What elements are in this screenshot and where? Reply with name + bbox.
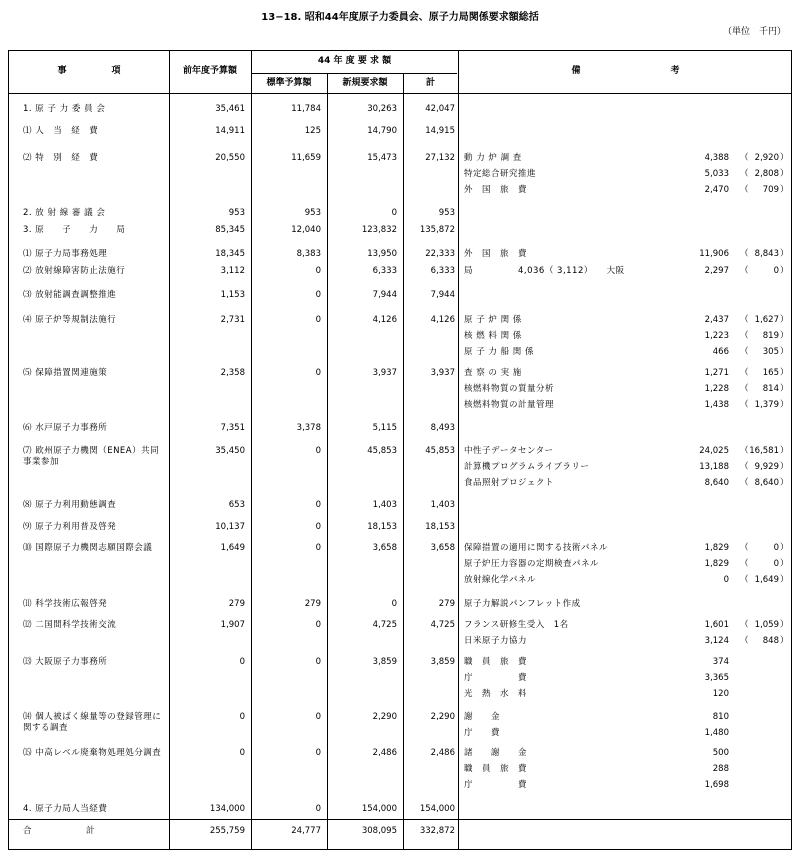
remark-paren-open: （ <box>740 575 749 585</box>
std-budget-value: 11,784 <box>291 104 321 114</box>
total-value: 45,853 <box>425 446 455 456</box>
std-budget-value: 0 <box>315 290 321 300</box>
new-request-value: 18,153 <box>367 522 397 532</box>
prev-budget-value: 653 <box>228 500 245 510</box>
row-divider <box>9 819 791 820</box>
std-budget-value: 953 <box>304 208 321 218</box>
std-budget-value: 24,777 <box>291 826 321 836</box>
prev-budget-value: 0 <box>239 657 245 667</box>
total-value: 953 <box>438 208 455 218</box>
header-std: 標準予算額 <box>266 78 312 88</box>
remark-paren-close: ） <box>780 185 789 195</box>
total-value: 4,126 <box>430 315 455 325</box>
remark-prev-value: 848 <box>762 636 779 646</box>
remark-text: 食品照射プロジェクト <box>464 478 554 488</box>
remark-value: 13,188 <box>699 462 729 472</box>
remark-value: 1,480 <box>704 728 729 738</box>
remark-text: 職 員 旅 費 <box>464 657 528 667</box>
remark-value: 2,470 <box>704 185 729 195</box>
col-divider <box>458 51 459 849</box>
remark-paren-close: ） <box>780 543 789 553</box>
row-label: 3. 原 子 力 局 <box>23 225 126 235</box>
remark-prev-value: 0 <box>773 266 779 276</box>
remark-value: 0 <box>723 575 729 585</box>
row-label: ⑴ 原子力局事務処理 <box>23 249 108 259</box>
remark-value: 374 <box>712 657 729 667</box>
total-value: 2,290 <box>430 712 455 722</box>
remark-prev-value: 9,929 <box>754 462 779 472</box>
remark-paren-close: ） <box>780 620 789 630</box>
remark-paren-close: ） <box>780 331 789 341</box>
remark-text: 核 燃 料 関 係 <box>464 331 522 341</box>
remark-text: 諸 謝 金 <box>464 748 528 758</box>
remark-prev-value: 0 <box>773 559 779 569</box>
remark-value: 810 <box>712 712 729 722</box>
std-budget-value: 279 <box>304 599 321 609</box>
new-request-value: 30,263 <box>367 104 397 114</box>
remark-text: 中性子データセンター <box>464 446 554 456</box>
remark-paren-open: （ <box>740 620 749 630</box>
remark-value: 1,228 <box>704 384 729 394</box>
remark-text: 放射線化学パネル <box>464 575 537 585</box>
prev-budget-value: 18,345 <box>215 249 245 259</box>
remark-text: フランス研修生受入 1名 <box>464 620 569 630</box>
new-request-value: 0 <box>391 208 397 218</box>
remark-text: 外 国 旅 費 <box>464 249 528 259</box>
remark-paren-open: （ <box>740 400 749 410</box>
total-value: 2,486 <box>430 748 455 758</box>
std-budget-value: 0 <box>315 712 321 722</box>
new-request-value: 13,950 <box>367 249 397 259</box>
header-subdivider <box>251 73 457 74</box>
remark-text: 謝 金 <box>464 712 501 722</box>
remark-text: 光 熱 水 料 <box>464 689 528 699</box>
new-request-value: 15,473 <box>367 153 397 163</box>
row-label: ⑽ 国際原子力機関志願国際会議 <box>23 543 153 553</box>
row-label: ⑾ 科学技術広報啓発 <box>23 599 108 609</box>
remark-text: 計算機プログラムライブラリー <box>464 462 590 472</box>
prev-budget-value: 1,649 <box>220 543 245 553</box>
prev-budget-value: 35,450 <box>215 446 245 456</box>
std-budget-value: 0 <box>315 543 321 553</box>
row-label: 1. 原 子 力 委 員 会 <box>23 104 106 114</box>
remark-text: 庁 費 <box>464 728 501 738</box>
prev-budget-value: 0 <box>239 712 245 722</box>
remark-value: 466 <box>712 347 729 357</box>
budget-table <box>8 50 792 850</box>
total-value: 4,725 <box>430 620 455 630</box>
remark-paren-close: ） <box>780 559 789 569</box>
remark-prev-value: 8,843 <box>754 249 779 259</box>
remark-paren-close: ） <box>780 249 789 259</box>
remark-paren-open: （ <box>740 384 749 394</box>
remark-text: 庁 費 <box>464 673 528 683</box>
remark-value: 1,601 <box>704 620 729 630</box>
new-request-value: 154,000 <box>361 804 397 814</box>
new-request-value: 4,725 <box>372 620 397 630</box>
remark-paren-close: ） <box>780 347 789 357</box>
new-request-value: 45,853 <box>367 446 397 456</box>
std-budget-value: 0 <box>315 804 321 814</box>
std-budget-value: 0 <box>315 368 321 378</box>
new-request-value: 3,859 <box>372 657 397 667</box>
std-budget-value: 12,040 <box>291 225 321 235</box>
header-remarks: 備 考 <box>571 66 680 76</box>
prev-budget-value: 3,112 <box>220 266 245 276</box>
row-label: ⑿ 二国間科学技術交流 <box>23 620 117 630</box>
total-value: 6,333 <box>430 266 455 276</box>
remark-paren-close: ） <box>780 462 789 472</box>
std-budget-value: 0 <box>315 748 321 758</box>
new-request-value: 0 <box>391 599 397 609</box>
prev-budget-value: 20,550 <box>215 153 245 163</box>
new-request-value: 3,937 <box>372 368 397 378</box>
remark-paren-open: （ <box>740 462 749 472</box>
total-value: 135,872 <box>419 225 455 235</box>
row-label: 2. 放 射 線 審 議 会 <box>23 208 106 218</box>
remark-paren-open: （ <box>740 153 749 163</box>
prev-budget-value: 1,153 <box>220 290 245 300</box>
std-budget-value: 11,659 <box>291 153 321 163</box>
remark-prev-value: 2,808 <box>754 169 779 179</box>
remark-paren-open: （ <box>740 478 749 488</box>
remark-paren-open: （ <box>740 266 749 276</box>
row-label: ⑹ 水戸原子力事務所 <box>23 423 108 433</box>
remark-text: 核燃料物質の計量管理 <box>464 400 555 410</box>
remark-text: 局 4,036（ 3,112） 大阪 <box>464 266 625 276</box>
total-value: 42,047 <box>425 104 455 114</box>
total-value: 3,859 <box>430 657 455 667</box>
remark-prev-value: 1,627 <box>754 315 779 325</box>
remark-paren-close: ） <box>780 169 789 179</box>
remark-prev-value: 0 <box>773 543 779 553</box>
remark-value: 5,033 <box>704 169 729 179</box>
new-request-value: 123,832 <box>361 225 397 235</box>
header-item: 事 項 <box>57 66 121 76</box>
remark-value: 1,223 <box>704 331 729 341</box>
remark-prev-value: 814 <box>762 384 779 394</box>
total-value: 8,493 <box>430 423 455 433</box>
remark-prev-value: 819 <box>762 331 779 341</box>
new-request-value: 6,333 <box>372 266 397 276</box>
remark-paren-open: （ <box>740 249 749 259</box>
remark-text: 外 国 旅 費 <box>464 185 528 195</box>
remark-text: 原子力解説パンフレット作成 <box>464 599 581 609</box>
std-budget-value: 8,383 <box>296 249 321 259</box>
prev-budget-value: 1,907 <box>220 620 245 630</box>
remark-value: 1,698 <box>704 780 729 790</box>
remark-value: 500 <box>712 748 729 758</box>
std-budget-value: 0 <box>315 657 321 667</box>
row-label: ⑵ 特 別 経 費 <box>23 153 99 163</box>
remark-value: 4,388 <box>704 153 729 163</box>
row-label: ⒂ 中高レベル廃棄物処理処分調査 <box>23 748 162 758</box>
prev-budget-value: 85,345 <box>215 225 245 235</box>
remark-prev-value: 305 <box>762 347 779 357</box>
total-value: 22,333 <box>425 249 455 259</box>
remark-prev-value: 1,649 <box>754 575 779 585</box>
remark-value: 1,829 <box>704 543 729 553</box>
total-value: 154,000 <box>419 804 455 814</box>
std-budget-value: 0 <box>315 620 321 630</box>
remark-paren-close: ） <box>780 153 789 163</box>
remark-paren-open: （ <box>740 315 749 325</box>
new-request-value: 1,403 <box>372 500 397 510</box>
row-label: ⒁ 個人被ばく線量等の登録管理に関する調査 <box>23 712 162 733</box>
prev-budget-value: 14,911 <box>215 126 245 136</box>
prev-budget-value: 953 <box>228 208 245 218</box>
total-value: 3,937 <box>430 368 455 378</box>
remark-text: 特定総合研究推進 <box>464 169 537 179</box>
remark-text: 庁 費 <box>464 780 528 790</box>
prev-budget-value: 35,461 <box>215 104 245 114</box>
remark-prev-value: 709 <box>762 185 779 195</box>
remark-paren-open: （ <box>740 169 749 179</box>
header-new: 新規要求額 <box>342 78 388 88</box>
row-label: 合 計 <box>23 826 96 836</box>
total-value: 332,872 <box>419 826 455 836</box>
row-label: ⑶ 放射能調査調整推進 <box>23 290 117 300</box>
std-budget-value: 0 <box>315 522 321 532</box>
remark-paren-close: ） <box>780 368 789 378</box>
std-budget-value: 0 <box>315 500 321 510</box>
remark-prev-value: 1,059 <box>754 620 779 630</box>
remark-paren-open: （ <box>740 543 749 553</box>
remark-text: 原子炉圧力容器の定期検査パネル <box>464 559 600 569</box>
total-value: 18,153 <box>425 522 455 532</box>
page-title: 13−18. 昭和44年度原子力委員会、原子力局関係要求額総括 <box>261 12 539 23</box>
new-request-value: 2,290 <box>372 712 397 722</box>
header-divider <box>9 93 791 94</box>
total-value: 279 <box>438 599 455 609</box>
prev-budget-value: 10,137 <box>215 522 245 532</box>
remark-paren-open: （ <box>740 368 749 378</box>
remark-paren-open: （ <box>740 446 749 456</box>
prev-budget-value: 2,358 <box>220 368 245 378</box>
remark-paren-close: ） <box>780 478 789 488</box>
remark-prev-value: 1,379 <box>754 400 779 410</box>
remark-value: 1,271 <box>704 368 729 378</box>
prev-budget-value: 279 <box>228 599 245 609</box>
remark-paren-open: （ <box>740 331 749 341</box>
total-value: 14,915 <box>425 126 455 136</box>
std-budget-value: 3,378 <box>296 423 321 433</box>
remark-prev-value: 16,581 <box>749 446 779 456</box>
remark-value: 11,906 <box>699 249 729 259</box>
remark-value: 24,025 <box>699 446 729 456</box>
total-value: 1,403 <box>430 500 455 510</box>
row-label: ⑵ 放射線障害防止法施行 <box>23 266 126 276</box>
remark-value: 2,437 <box>704 315 729 325</box>
col-divider <box>327 73 328 849</box>
std-budget-value: 125 <box>304 126 321 136</box>
prev-budget-value: 0 <box>239 748 245 758</box>
remark-value: 1,829 <box>704 559 729 569</box>
remark-text: 原 子 炉 関 係 <box>464 315 522 325</box>
header-req-group: 44 年 度 要 求 額 <box>317 56 392 66</box>
total-value: 3,658 <box>430 543 455 553</box>
remark-text: 核燃料物質の質量分析 <box>464 384 555 394</box>
row-label: ⑼ 原子力利用普及啓発 <box>23 522 117 532</box>
total-value: 7,944 <box>430 290 455 300</box>
row-label: ⑺ 欧州原子力機関（ENEA）共同事業参加 <box>23 446 160 467</box>
new-request-value: 4,126 <box>372 315 397 325</box>
new-request-value: 2,486 <box>372 748 397 758</box>
remark-paren-open: （ <box>740 185 749 195</box>
new-request-value: 14,790 <box>367 126 397 136</box>
row-label: ⑷ 原子炉等規制法施行 <box>23 315 117 325</box>
row-label: ⑴ 人 当 経 費 <box>23 126 99 136</box>
remark-paren-close: ） <box>780 384 789 394</box>
remark-value: 2,297 <box>704 266 729 276</box>
remark-value: 288 <box>712 764 729 774</box>
prev-budget-value: 134,000 <box>209 804 245 814</box>
remark-value: 3,124 <box>704 636 729 646</box>
remark-paren-close: ） <box>780 266 789 276</box>
remark-prev-value: 8,640 <box>754 478 779 488</box>
remark-value: 1,438 <box>704 400 729 410</box>
remark-text: 日米原子力協力 <box>464 636 528 646</box>
remark-text: 査 察 の 実 施 <box>464 368 522 378</box>
remark-paren-close: ） <box>780 315 789 325</box>
std-budget-value: 0 <box>315 446 321 456</box>
std-budget-value: 0 <box>315 266 321 276</box>
row-label: ⑸ 保障措置関連施策 <box>23 368 108 378</box>
unit-label: （単位 千円） <box>722 27 786 37</box>
remark-paren-close: ） <box>780 636 789 646</box>
remark-prev-value: 2,920 <box>754 153 779 163</box>
remark-text: 原 子 力 船 関 係 <box>464 347 535 357</box>
remark-paren-open: （ <box>740 347 749 357</box>
remark-prev-value: 165 <box>762 368 779 378</box>
row-label: 4. 原子力局人当経費 <box>23 804 108 814</box>
remark-value: 8,640 <box>704 478 729 488</box>
row-label: ⑻ 原子力利用動態調査 <box>23 500 117 510</box>
col-divider <box>403 73 404 849</box>
new-request-value: 308,095 <box>361 826 397 836</box>
std-budget-value: 0 <box>315 315 321 325</box>
remark-value: 3,365 <box>704 673 729 683</box>
remark-text: 職 員 旅 費 <box>464 764 528 774</box>
remark-paren-close: ） <box>780 446 789 456</box>
new-request-value: 7,944 <box>372 290 397 300</box>
header-total: 計 <box>425 78 435 88</box>
total-value: 27,132 <box>425 153 455 163</box>
remark-paren-open: （ <box>740 559 749 569</box>
remark-paren-close: ） <box>780 400 789 410</box>
prev-budget-value: 255,759 <box>209 826 245 836</box>
prev-budget-value: 2,731 <box>220 315 245 325</box>
new-request-value: 3,658 <box>372 543 397 553</box>
new-request-value: 5,115 <box>372 423 397 433</box>
row-label: ⒀ 大阪原子力事務所 <box>23 657 108 667</box>
remark-paren-open: （ <box>740 636 749 646</box>
remark-paren-close: ） <box>780 575 789 585</box>
prev-budget-value: 7,351 <box>220 423 245 433</box>
remark-text: 保障措置の適用に関する技術パネル <box>464 543 609 553</box>
header-prev: 前年度予算額 <box>182 66 237 76</box>
remark-text: 動 力 炉 調 査 <box>464 153 522 163</box>
remark-value: 120 <box>712 689 729 699</box>
